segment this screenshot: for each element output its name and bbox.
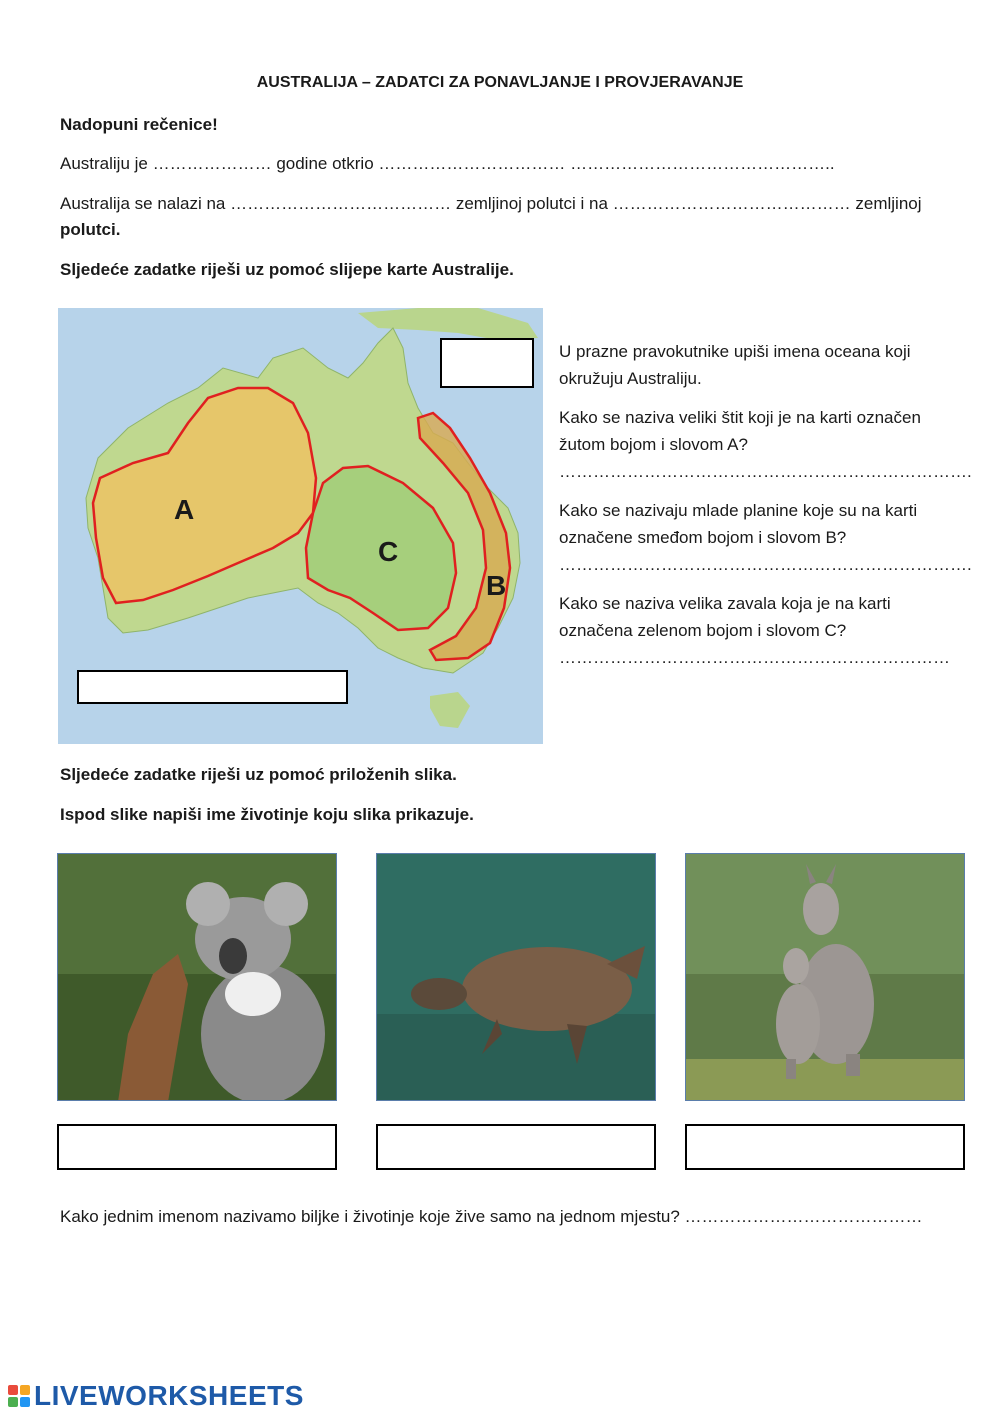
answer-line-mountains[interactable]: ………………………………………………………………. bbox=[559, 555, 972, 574]
question-basin: Kako se naziva velika zavala koja je na karti označena zelenom bojom i slovom C? bbox=[559, 594, 891, 640]
ocean-answer-box-east[interactable] bbox=[440, 338, 534, 388]
section-heading-complete: Nadopuni rečenice! bbox=[60, 115, 218, 134]
page-title: AUSTRALIJA – ZADATCI ZA PONAVLJANJE I PROVJERAVANJE bbox=[256, 74, 744, 91]
fill-line-hemisphere: Australija se nalazi na ………………………………… zemljinoj polutci i na …………………………………… zemljinoj bbox=[60, 194, 922, 213]
kangaroo-photo bbox=[685, 853, 965, 1101]
animals-task-heading: Ispod slike napiši ime životinje koju slika prikazuje. bbox=[60, 805, 474, 824]
logo-blocks-icon bbox=[8, 1385, 30, 1407]
question-mountains: Kako se nazivaju mlade planine koje su na karti označene smeđom bojom i slovom B? bbox=[559, 501, 918, 547]
map-label-a: A bbox=[174, 494, 195, 525]
images-task-heading: Sljedeće zadatke riješi uz pomoć priloženih slika. bbox=[60, 765, 457, 784]
platypus-photo bbox=[376, 853, 656, 1101]
fill-line-hemisphere-cont: polutci. bbox=[60, 220, 121, 239]
map-label-b: B bbox=[486, 570, 507, 601]
answer-line-basin[interactable]: …………………………………………………………… bbox=[559, 648, 950, 667]
koala-photo bbox=[57, 853, 337, 1101]
logo-text: LIVEWORKSHEETS bbox=[34, 1380, 304, 1411]
answer-line-shield[interactable]: ………………………………………………………………. bbox=[559, 462, 972, 481]
australia-blind-map bbox=[58, 308, 543, 744]
endemic-question: Kako jednim imenom nazivamo biljke i životinje koje žive samo na jednom mjestu? …………………………………… bbox=[60, 1207, 923, 1226]
koala-answer-box[interactable] bbox=[57, 1124, 337, 1170]
map-task-heading: Sljedeće zadatke riješi uz pomoć slijepe karte Australije. bbox=[60, 260, 514, 279]
platypus-answer-box[interactable] bbox=[376, 1124, 656, 1170]
liveworksheets-logo bbox=[8, 1380, 304, 1412]
map-label-c: C bbox=[378, 536, 399, 567]
map-questions bbox=[559, 338, 972, 683]
kangaroo-answer-box[interactable] bbox=[685, 1124, 965, 1170]
question-oceans: U prazne pravokutnike upiši imena oceana koji okružuju Australiju. bbox=[559, 342, 911, 388]
question-shield: Kako se naziva veliki štit koji je na karti označen žutom bojom i slovom A? bbox=[559, 408, 921, 454]
fill-line-discovery: Australiju je ………………… godine otkrio …………………………… ……………………………………….. bbox=[60, 154, 835, 173]
ocean-answer-box-west[interactable] bbox=[77, 670, 348, 704]
